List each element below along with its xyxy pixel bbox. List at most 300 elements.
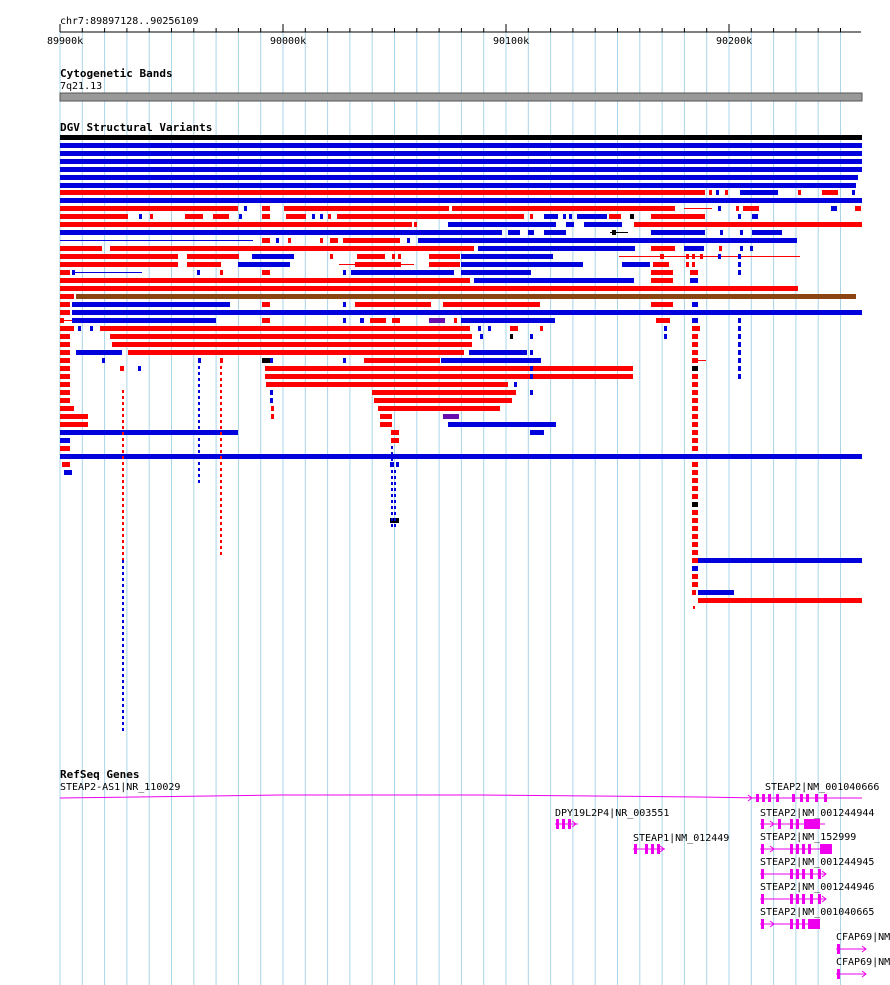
sv-feature[interactable]	[544, 230, 566, 235]
sv-feature[interactable]	[609, 214, 621, 219]
sv-feature[interactable]	[60, 246, 102, 251]
sv-feature[interactable]	[122, 492, 124, 495]
sv-feature[interactable]	[60, 342, 70, 347]
sv-feature[interactable]	[692, 574, 698, 579]
sv-feature[interactable]	[391, 470, 393, 473]
sv-feature[interactable]	[510, 326, 518, 331]
sv-feature[interactable]	[651, 214, 705, 219]
sv-feature[interactable]	[198, 366, 200, 369]
sv-feature[interactable]	[690, 270, 698, 275]
sv-feature[interactable]	[718, 206, 721, 211]
sv-feature[interactable]	[380, 414, 392, 419]
sv-feature[interactable]	[355, 302, 431, 307]
sv-feature[interactable]	[752, 230, 782, 235]
sv-feature[interactable]	[692, 582, 698, 587]
sv-feature[interactable]	[122, 698, 124, 701]
sv-feature[interactable]	[220, 480, 222, 483]
sv-feature[interactable]	[798, 190, 801, 195]
sv-feature[interactable]	[122, 510, 124, 513]
sv-feature[interactable]	[569, 214, 572, 219]
transcript-line[interactable]	[60, 795, 760, 798]
sv-feature[interactable]	[391, 518, 393, 521]
sv-feature[interactable]	[122, 438, 124, 441]
sv-feature[interactable]	[122, 704, 124, 707]
exon[interactable]	[815, 794, 818, 802]
exon[interactable]	[796, 894, 799, 904]
sv-feature[interactable]	[364, 358, 440, 363]
exon[interactable]	[802, 894, 805, 904]
sv-feature[interactable]	[692, 358, 698, 363]
sv-feature[interactable]	[262, 238, 270, 243]
sv-feature[interactable]	[220, 432, 222, 435]
sv-feature[interactable]	[394, 476, 396, 479]
sv-feature[interactable]	[122, 620, 124, 623]
sv-feature[interactable]	[698, 558, 862, 563]
sv-feature[interactable]	[262, 358, 270, 363]
sv-feature[interactable]	[122, 540, 124, 543]
sv-feature[interactable]	[220, 540, 222, 543]
exon[interactable]	[808, 919, 820, 929]
sv-feature[interactable]	[198, 396, 200, 399]
sv-feature[interactable]	[266, 382, 508, 387]
sv-feature[interactable]	[738, 254, 741, 259]
sv-feature[interactable]	[122, 480, 124, 483]
exon[interactable]	[768, 794, 771, 802]
sv-feature[interactable]	[653, 262, 669, 267]
sv-feature[interactable]	[328, 214, 331, 219]
sv-feature[interactable]	[692, 374, 698, 379]
sv-feature[interactable]	[692, 478, 698, 483]
sv-feature[interactable]	[461, 254, 553, 259]
exon[interactable]	[790, 919, 793, 929]
sv-feature[interactable]	[692, 350, 698, 355]
sv-feature[interactable]	[478, 246, 635, 251]
sv-feature[interactable]	[692, 422, 698, 427]
sv-feature[interactable]	[120, 366, 124, 371]
sv-feature[interactable]	[220, 468, 222, 471]
sv-feature[interactable]	[630, 214, 634, 219]
sv-feature[interactable]	[122, 716, 124, 719]
sv-feature[interactable]	[530, 430, 544, 435]
sv-feature[interactable]	[544, 214, 558, 219]
sv-feature[interactable]	[122, 626, 124, 629]
sv-feature[interactable]	[530, 374, 533, 379]
sv-feature[interactable]	[198, 462, 200, 465]
exon[interactable]	[808, 844, 811, 854]
sv-feature[interactable]	[429, 318, 445, 323]
sv-feature[interactable]	[372, 390, 516, 395]
sv-feature[interactable]	[738, 350, 741, 355]
sv-feature[interactable]	[198, 438, 200, 441]
sv-feature[interactable]	[461, 318, 555, 323]
exon[interactable]	[804, 819, 820, 829]
sv-feature[interactable]	[122, 584, 124, 587]
sv-feature[interactable]	[198, 414, 200, 417]
sv-feature[interactable]	[60, 230, 502, 235]
sv-feature[interactable]	[122, 432, 124, 435]
sv-feature[interactable]	[122, 528, 124, 531]
sv-feature[interactable]	[692, 414, 698, 419]
sv-feature[interactable]	[220, 534, 222, 537]
sv-feature[interactable]	[320, 214, 323, 219]
sv-feature[interactable]	[220, 366, 222, 369]
sv-feature[interactable]	[750, 246, 753, 251]
sv-feature[interactable]	[220, 504, 222, 507]
sv-feature[interactable]	[396, 462, 399, 467]
sv-feature[interactable]	[262, 206, 270, 211]
sv-feature[interactable]	[651, 246, 675, 251]
sv-feature[interactable]	[62, 462, 70, 467]
sv-feature[interactable]	[692, 550, 698, 555]
sv-feature[interactable]	[461, 270, 531, 275]
sv-feature[interactable]	[122, 632, 124, 635]
sv-feature[interactable]	[122, 560, 124, 563]
exon[interactable]	[761, 819, 764, 829]
exon[interactable]	[790, 844, 793, 854]
sv-feature[interactable]	[540, 326, 543, 331]
sv-feature[interactable]	[60, 414, 88, 419]
sv-feature[interactable]	[343, 358, 346, 363]
sv-feature[interactable]	[122, 474, 124, 477]
sv-feature[interactable]	[394, 494, 396, 497]
sv-feature[interactable]	[392, 254, 395, 259]
sv-feature[interactable]	[122, 444, 124, 447]
sv-feature[interactable]	[357, 254, 385, 259]
exon[interactable]	[796, 819, 799, 829]
sv-feature[interactable]	[252, 254, 294, 259]
sv-feature[interactable]	[698, 598, 862, 603]
sv-feature[interactable]	[391, 438, 399, 443]
sv-feature[interactable]	[122, 566, 124, 569]
sv-feature[interactable]	[692, 302, 698, 307]
sv-feature[interactable]	[719, 246, 722, 251]
sv-feature[interactable]	[692, 262, 695, 267]
sv-feature[interactable]	[698, 590, 734, 595]
sv-feature[interactable]	[262, 318, 270, 323]
sv-feature[interactable]	[122, 614, 124, 617]
sv-feature[interactable]	[76, 350, 122, 355]
sv-feature[interactable]	[60, 167, 862, 172]
sv-feature[interactable]	[60, 374, 70, 379]
sv-feature[interactable]	[692, 542, 698, 547]
sv-feature[interactable]	[128, 350, 464, 355]
sv-feature[interactable]	[220, 510, 222, 513]
sv-feature[interactable]	[198, 426, 200, 429]
sv-feature[interactable]	[398, 254, 401, 259]
sv-feature[interactable]	[443, 414, 459, 419]
sv-feature[interactable]	[351, 270, 454, 275]
sv-feature[interactable]	[391, 482, 393, 485]
exon[interactable]	[800, 794, 803, 802]
sv-feature[interactable]	[90, 326, 93, 331]
sv-feature[interactable]	[288, 238, 291, 243]
exon[interactable]	[796, 869, 799, 879]
sv-feature[interactable]	[198, 456, 200, 459]
sv-feature[interactable]	[198, 358, 201, 363]
exon[interactable]	[818, 869, 821, 879]
gene-glyphs[interactable]	[60, 794, 866, 979]
sv-feature[interactable]	[122, 710, 124, 713]
sv-feature[interactable]	[60, 262, 178, 267]
sv-feature[interactable]	[530, 366, 533, 371]
sv-feature[interactable]	[474, 278, 634, 283]
sv-feature[interactable]	[852, 190, 855, 195]
sv-feature[interactable]	[265, 366, 633, 371]
sv-feature[interactable]	[478, 326, 481, 331]
sv-feature[interactable]	[488, 326, 491, 331]
sv-feature[interactable]	[122, 722, 124, 725]
sv-feature[interactable]	[60, 270, 70, 275]
sv-feature[interactable]	[738, 318, 741, 323]
sv-feature[interactable]	[220, 450, 222, 453]
sv-feature[interactable]	[122, 686, 124, 689]
sv-feature[interactable]	[122, 486, 124, 489]
sv-feature[interactable]	[692, 518, 698, 523]
sv-feature[interactable]	[60, 159, 862, 164]
sv-feature[interactable]	[60, 398, 70, 403]
sv-feature[interactable]	[528, 230, 534, 235]
sv-feature[interactable]	[76, 294, 856, 299]
sv-feature[interactable]	[122, 498, 124, 501]
sv-feature[interactable]	[220, 384, 222, 387]
sv-feature[interactable]	[692, 486, 698, 491]
sv-feature[interactable]	[414, 222, 417, 227]
sv-feature[interactable]	[72, 318, 216, 323]
sv-feature[interactable]	[394, 470, 396, 473]
sv-feature[interactable]	[686, 254, 689, 259]
exon[interactable]	[762, 794, 765, 802]
sv-feature[interactable]	[150, 214, 153, 219]
sv-feature[interactable]	[738, 366, 741, 371]
sv-feature[interactable]	[64, 470, 72, 475]
sv-feature[interactable]	[693, 606, 695, 609]
exon[interactable]	[802, 844, 805, 854]
sv-feature[interactable]	[740, 246, 743, 251]
sv-feature[interactable]	[238, 262, 290, 267]
exon[interactable]	[761, 894, 764, 904]
exon[interactable]	[790, 869, 793, 879]
sv-feature[interactable]	[122, 408, 124, 411]
sv-feature[interactable]	[692, 590, 696, 595]
sv-feature[interactable]	[566, 222, 574, 227]
sv-feature[interactable]	[452, 206, 675, 211]
sv-feature[interactable]	[60, 406, 74, 411]
sv-feature[interactable]	[72, 310, 862, 315]
sv-feature[interactable]	[60, 438, 70, 443]
sv-feature[interactable]	[220, 378, 222, 381]
sv-feature[interactable]	[469, 350, 527, 355]
sv-feature[interactable]	[692, 566, 698, 571]
sv-feature[interactable]	[60, 143, 862, 148]
exon[interactable]	[792, 794, 795, 802]
sv-feature[interactable]	[692, 534, 698, 539]
exon[interactable]	[761, 844, 764, 854]
sv-feature[interactable]	[441, 358, 541, 363]
exon[interactable]	[790, 819, 793, 829]
sv-feature[interactable]	[370, 318, 386, 323]
sv-feature[interactable]	[391, 500, 393, 503]
sv-feature[interactable]	[692, 526, 698, 531]
sv-feature[interactable]	[220, 372, 222, 375]
sv-feature[interactable]	[138, 366, 141, 371]
exon[interactable]	[796, 919, 799, 929]
sv-feature[interactable]	[100, 326, 470, 331]
sv-feature[interactable]	[213, 214, 229, 219]
sv-feature[interactable]	[831, 206, 837, 211]
sv-feature[interactable]	[692, 398, 698, 403]
sv-feature[interactable]	[122, 578, 124, 581]
sv-feature[interactable]	[72, 270, 75, 275]
sv-feature[interactable]	[60, 446, 70, 451]
sv-feature[interactable]	[271, 406, 274, 411]
sv-feature[interactable]	[284, 206, 449, 211]
sv-feature[interactable]	[740, 230, 743, 235]
sv-feature[interactable]	[312, 214, 315, 219]
sv-feature[interactable]	[738, 270, 741, 275]
sv-feature[interactable]	[220, 474, 222, 477]
exon[interactable]	[556, 819, 559, 829]
sv-feature[interactable]	[60, 366, 70, 371]
sv-feature[interactable]	[720, 230, 723, 235]
sv-feature[interactable]	[220, 498, 222, 501]
sv-feature[interactable]	[514, 382, 517, 387]
sv-feature[interactable]	[122, 456, 124, 459]
sv-feature[interactable]	[822, 190, 838, 195]
sv-feature[interactable]	[692, 438, 698, 443]
sv-feature[interactable]	[718, 254, 721, 259]
sv-feature[interactable]	[692, 470, 698, 475]
sv-feature[interactable]	[563, 214, 566, 219]
sv-feature[interactable]	[656, 318, 670, 323]
sv-feature[interactable]	[684, 246, 704, 251]
sv-feature[interactable]	[78, 326, 81, 331]
sv-feature[interactable]	[198, 384, 200, 387]
sv-feature[interactable]	[612, 230, 616, 235]
sv-feature[interactable]	[60, 350, 70, 355]
sv-feature[interactable]	[122, 534, 124, 537]
sv-feature[interactable]	[220, 462, 222, 465]
sv-feature[interactable]	[122, 668, 124, 671]
sv-feature[interactable]	[198, 444, 200, 447]
sv-feature[interactable]	[220, 438, 222, 441]
sv-feature[interactable]	[60, 278, 470, 283]
sv-feature[interactable]	[391, 524, 393, 527]
sv-feature[interactable]	[60, 422, 88, 427]
sv-feature[interactable]	[692, 446, 698, 451]
sv-feature[interactable]	[122, 638, 124, 641]
sv-feature[interactable]	[122, 462, 124, 465]
sv-feature[interactable]	[480, 334, 483, 339]
sv-feature[interactable]	[122, 602, 124, 605]
sv-feature[interactable]	[270, 398, 273, 403]
sv-feature[interactable]	[60, 183, 856, 188]
sv-feature[interactable]	[660, 254, 664, 259]
sv-feature[interactable]	[198, 378, 200, 381]
sv-feature[interactable]	[692, 558, 698, 563]
sv-feature[interactable]	[262, 302, 270, 307]
sv-feature[interactable]	[220, 486, 222, 489]
sv-feature[interactable]	[736, 206, 739, 211]
sv-feature[interactable]	[692, 366, 698, 371]
sv-feature[interactable]	[622, 262, 650, 267]
exon[interactable]	[562, 819, 565, 829]
sv-feature[interactable]	[60, 254, 178, 259]
sv-feature[interactable]	[122, 596, 124, 599]
exon[interactable]	[802, 919, 805, 929]
sv-feature[interactable]	[634, 222, 862, 227]
sv-feature[interactable]	[110, 246, 474, 251]
sv-feature[interactable]	[198, 402, 200, 405]
sv-feature[interactable]	[270, 390, 273, 395]
sv-feature[interactable]	[692, 430, 698, 435]
sv-feature[interactable]	[122, 390, 124, 393]
sv-feature[interactable]	[394, 482, 396, 485]
sv-feature[interactable]	[122, 522, 124, 525]
sv-feature[interactable]	[60, 318, 64, 323]
sv-feature[interactable]	[743, 206, 759, 211]
sv-feature[interactable]	[448, 422, 556, 427]
sv-feature[interactable]	[60, 310, 70, 315]
sv-feature[interactable]	[220, 358, 223, 363]
cytoband-bar[interactable]	[60, 93, 862, 101]
sv-feature[interactable]	[198, 408, 200, 411]
sv-feature[interactable]	[709, 190, 712, 195]
sv-feature[interactable]	[122, 402, 124, 405]
sv-feature[interactable]	[651, 230, 705, 235]
exon[interactable]	[818, 894, 821, 904]
sv-feature[interactable]	[122, 468, 124, 471]
sv-feature[interactable]	[60, 334, 70, 339]
sv-feature[interactable]	[454, 318, 457, 323]
sv-feature[interactable]	[122, 552, 124, 555]
sv-feature[interactable]	[286, 214, 306, 219]
sv-feature[interactable]	[448, 222, 556, 227]
sv-feature[interactable]	[220, 444, 222, 447]
sv-feature[interactable]	[690, 278, 698, 283]
sv-feature[interactable]	[198, 450, 200, 453]
sv-feature[interactable]	[187, 254, 239, 259]
sv-feature[interactable]	[692, 494, 698, 499]
sv-feature[interactable]	[60, 294, 74, 299]
sv-feature[interactable]	[355, 262, 401, 267]
sv-feature[interactable]	[102, 358, 105, 363]
sv-feature[interactable]	[391, 464, 393, 467]
sv-feature[interactable]	[122, 572, 124, 575]
exon[interactable]	[810, 894, 813, 904]
sv-feature[interactable]	[60, 198, 862, 203]
sv-feature[interactable]	[692, 342, 698, 347]
sv-feature[interactable]	[244, 206, 247, 211]
sv-feature[interactable]	[197, 270, 200, 275]
sv-feature[interactable]	[320, 238, 323, 243]
sv-feature[interactable]	[738, 326, 741, 331]
sv-feature[interactable]	[510, 334, 513, 339]
refseq-track[interactable]	[60, 768, 890, 979]
sv-feature[interactable]	[122, 674, 124, 677]
sv-feature[interactable]	[122, 420, 124, 423]
sv-feature[interactable]	[725, 190, 728, 195]
sv-feature[interactable]	[60, 286, 798, 291]
exon[interactable]	[837, 944, 840, 954]
sv-feature[interactable]	[700, 254, 703, 259]
sv-feature[interactable]	[380, 422, 392, 427]
sv-feature[interactable]	[391, 476, 393, 479]
sv-feature[interactable]	[262, 214, 270, 219]
sv-feature[interactable]	[686, 262, 689, 267]
exon[interactable]	[778, 819, 781, 829]
exon[interactable]	[802, 869, 805, 879]
sv-feature[interactable]	[220, 426, 222, 429]
